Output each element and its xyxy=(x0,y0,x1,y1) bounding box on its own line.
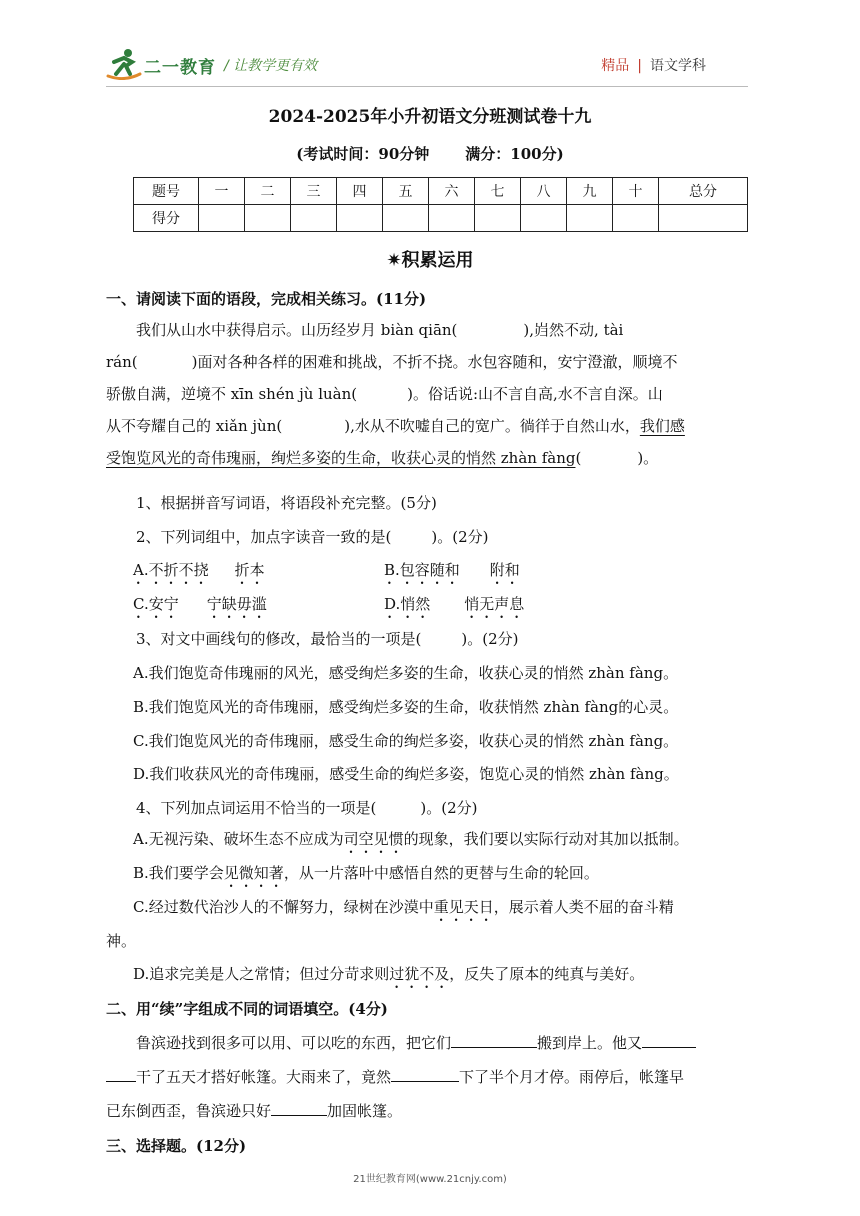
score-table-header: 二 xyxy=(245,178,291,205)
q2-text: 鲁滨逊找到很多可以用、可以吃的东西，把它们 xyxy=(136,1034,452,1052)
quality-label: 精品 xyxy=(601,58,630,74)
page-footer: 21世纪教育网(www.21cnjy.com) xyxy=(353,1174,507,1185)
runner-logo-icon xyxy=(106,48,142,80)
score-table-score-row xyxy=(134,205,748,232)
q1-sub3-option-d[interactable]: D.我们收获风光的奇伟瑰丽，感受生命的绚烂多姿，饱览心灵的悄然 zhàn fàng。 xyxy=(133,765,679,783)
exam-time: (考试时间：90分钟 xyxy=(296,145,430,163)
fill-blank[interactable] xyxy=(106,1067,136,1082)
q1-sub3 xyxy=(136,628,519,649)
q2-line-1 xyxy=(136,1032,696,1053)
q1-sub2-option-a[interactable] xyxy=(133,559,265,588)
q2-line-3 xyxy=(106,1100,402,1121)
q2-heading: 二、用“续”字组成不同的词语填空。(4分) xyxy=(106,1000,388,1018)
emphasized-word: 过犹不及 xyxy=(389,965,450,983)
score-cell[interactable] xyxy=(521,205,567,232)
option-text: ，展示着人类不屈的奋斗精 xyxy=(493,898,674,916)
score-cell[interactable] xyxy=(337,205,383,232)
passage-line xyxy=(106,346,754,378)
q2-text: 搬到岸上。他又 xyxy=(537,1034,643,1052)
option-text: A.不折不挠 xyxy=(133,561,209,579)
q1-sub4-option-c[interactable] xyxy=(133,896,674,925)
slogan: / 让教学更有效 xyxy=(224,58,318,74)
q2-text: 下了半个月才停。雨停后，帐篷早 xyxy=(459,1068,685,1086)
question-text: 3、对文中画线句的修改，最恰当的一项是( xyxy=(136,630,422,648)
q1-sub2-option-b[interactable] xyxy=(384,559,520,588)
score-table xyxy=(133,177,748,232)
option-text: A.无视污染、破坏生态不应成为 xyxy=(133,830,344,848)
q2-text: 加固帐篷。 xyxy=(327,1102,403,1120)
header-logo xyxy=(106,48,336,80)
subject-label: 语文学科 xyxy=(650,58,706,74)
fill-blank[interactable] xyxy=(451,1033,537,1048)
score-table-header: 五 xyxy=(383,178,429,205)
score-table-header: 九 xyxy=(567,178,613,205)
q1-sub4 xyxy=(136,797,478,818)
score-cell[interactable] xyxy=(291,205,337,232)
header-tags xyxy=(601,55,706,75)
header-separator: | xyxy=(637,58,642,74)
emphasized-word: 重见天日 xyxy=(433,898,494,916)
logo-text: 二一教育 xyxy=(144,58,216,78)
score-table-header: 七 xyxy=(475,178,521,205)
score-cell[interactable] xyxy=(567,205,613,232)
q1-sub3-option-a[interactable]: A.我们饱览奇伟瑰丽的风光，感受绚烂多姿的生命，收获心灵的悄然 zhàn fàng。 xyxy=(133,664,679,682)
passage-text: rán( xyxy=(106,353,138,371)
q3-heading: 三、选择题。(12分) xyxy=(106,1137,247,1155)
passage-line xyxy=(106,314,754,346)
question-text: )。(2分) xyxy=(431,528,489,546)
underlined-sentence: 受饱览风光的奇伟瑰丽，绚烂多姿的生命，收获心灵的悄然 zhàn fàng xyxy=(106,449,576,467)
q2-line-2 xyxy=(106,1066,684,1087)
q1-sub1: 1、根据拼音写词语，将语段补充完整。(5分) xyxy=(136,494,437,512)
fill-blank[interactable] xyxy=(642,1033,696,1048)
score-cell[interactable] xyxy=(383,205,429,232)
page-title: 2024-2025年小升初语文分班测试卷十九 xyxy=(268,107,592,127)
q1-sub4-option-b[interactable] xyxy=(133,862,599,891)
exam-info xyxy=(0,143,860,164)
section-title: ✷积累运用 xyxy=(386,250,474,271)
score-cell[interactable] xyxy=(429,205,475,232)
option-text: D.追求完美是人之常情；但过分苛求则 xyxy=(133,965,390,983)
score-table-header: 题号 xyxy=(134,178,199,205)
passage-line xyxy=(106,442,754,474)
header-divider xyxy=(106,86,748,87)
q2-text: 已东倒西歪，鲁滨逊只好 xyxy=(106,1102,272,1120)
fill-blank[interactable] xyxy=(271,1101,327,1116)
passage-text: ),水从不吹嘘自己的宽广。徜徉于自然山水， xyxy=(344,417,640,435)
score-cell[interactable] xyxy=(475,205,521,232)
emphasized-word: 见微知著 xyxy=(223,864,284,882)
option-text: B.包容随和 xyxy=(384,561,460,579)
option-text: 宁缺毋滥 xyxy=(206,595,267,613)
option-text: 折本 xyxy=(234,561,265,579)
q1-heading: 一、请阅读下面的语段，完成相关练习。(11分) xyxy=(106,290,427,308)
q1-sub3-option-b[interactable]: B.我们饱览风光的奇伟瑰丽，感受绚烂多姿的生命，收获悄然 zhàn fàng的心灵。 xyxy=(133,698,679,716)
exam-full-score: 满分：100分) xyxy=(465,145,564,163)
emphasized-word: 司空见惯 xyxy=(343,830,404,848)
q1-sub3-option-c[interactable]: C.我们饱览风光的奇伟瑰丽，感受生命的绚烂多姿，收获心灵的悄然 zhàn fàng。 xyxy=(133,732,679,750)
q1-sub2 xyxy=(136,526,489,547)
q2-text: 干了五天才搭好帐篷。大雨来了，竟然 xyxy=(136,1068,392,1086)
score-cell[interactable] xyxy=(199,205,245,232)
option-text: ，从一片落叶中感悟自然的更替与生命的轮回。 xyxy=(283,864,599,882)
question-text: )。(2分) xyxy=(461,630,519,648)
option-text: 悄无声息 xyxy=(464,595,525,613)
option-text: 附和 xyxy=(489,561,520,579)
option-text: C.经过数代治沙人的不懈努力，绿树在沙漠中 xyxy=(133,898,434,916)
q1-sub4-option-c-cont: 神。 xyxy=(106,932,137,950)
question-text: 4、下列加点词运用不恰当的一项是( xyxy=(136,799,377,817)
score-cell[interactable] xyxy=(659,205,748,232)
score-table-header: 六 xyxy=(429,178,475,205)
option-text: ，反失了原本的纯真与美好。 xyxy=(449,965,645,983)
passage-text: 骄傲自满，逆境不 xīn shén jù luàn( xyxy=(106,385,358,403)
passage-line xyxy=(106,378,754,410)
passage-text: ),岿然不动, tài xyxy=(523,321,624,339)
question-text: )。(2分) xyxy=(420,799,478,817)
score-table-header: 八 xyxy=(521,178,567,205)
passage-text: 我们从山水中获得启示。山历经岁月 biàn qiān( xyxy=(136,321,458,339)
score-table-header: 十 xyxy=(613,178,659,205)
passage-text: )。 xyxy=(637,449,659,467)
q1-passage xyxy=(106,314,754,474)
passage-text: 从不夸耀自己的 xiǎn jùn( xyxy=(106,417,283,435)
q1-sub4-option-d[interactable] xyxy=(133,963,644,992)
underlined-sentence: 我们感 xyxy=(639,417,685,435)
passage-line xyxy=(106,410,754,442)
score-table-header: 三 xyxy=(291,178,337,205)
score-cell[interactable] xyxy=(613,205,659,232)
score-table-header: 总分 xyxy=(659,178,748,205)
passage-text: ( xyxy=(575,449,582,467)
option-text: D.悄然 xyxy=(384,595,431,613)
passage-text: )。俗话说:山不言自高,水不言自深。山 xyxy=(407,385,663,403)
question-text: 2、下列词组中，加点字读音一致的是( xyxy=(136,528,392,546)
q1-sub2-option-c[interactable] xyxy=(133,593,267,622)
option-text: B.我们要学会 xyxy=(133,864,224,882)
score-cell[interactable] xyxy=(245,205,291,232)
option-text: C.安宁 xyxy=(133,595,179,613)
q1-sub2-option-d[interactable] xyxy=(384,593,524,622)
score-table-header: 一 xyxy=(199,178,245,205)
score-row-label: 得分 xyxy=(134,205,199,232)
score-table-header-row xyxy=(134,178,748,205)
passage-text: )面对各种各样的困难和挑战，不折不挠。水包容随和，安宁澄澈，顺境不 xyxy=(191,353,678,371)
option-text: 的现象，我们要以实际行动对其加以抵制。 xyxy=(403,830,689,848)
fill-blank[interactable] xyxy=(391,1067,459,1082)
q1-sub4-option-a[interactable] xyxy=(133,828,689,857)
score-table-header: 四 xyxy=(337,178,383,205)
